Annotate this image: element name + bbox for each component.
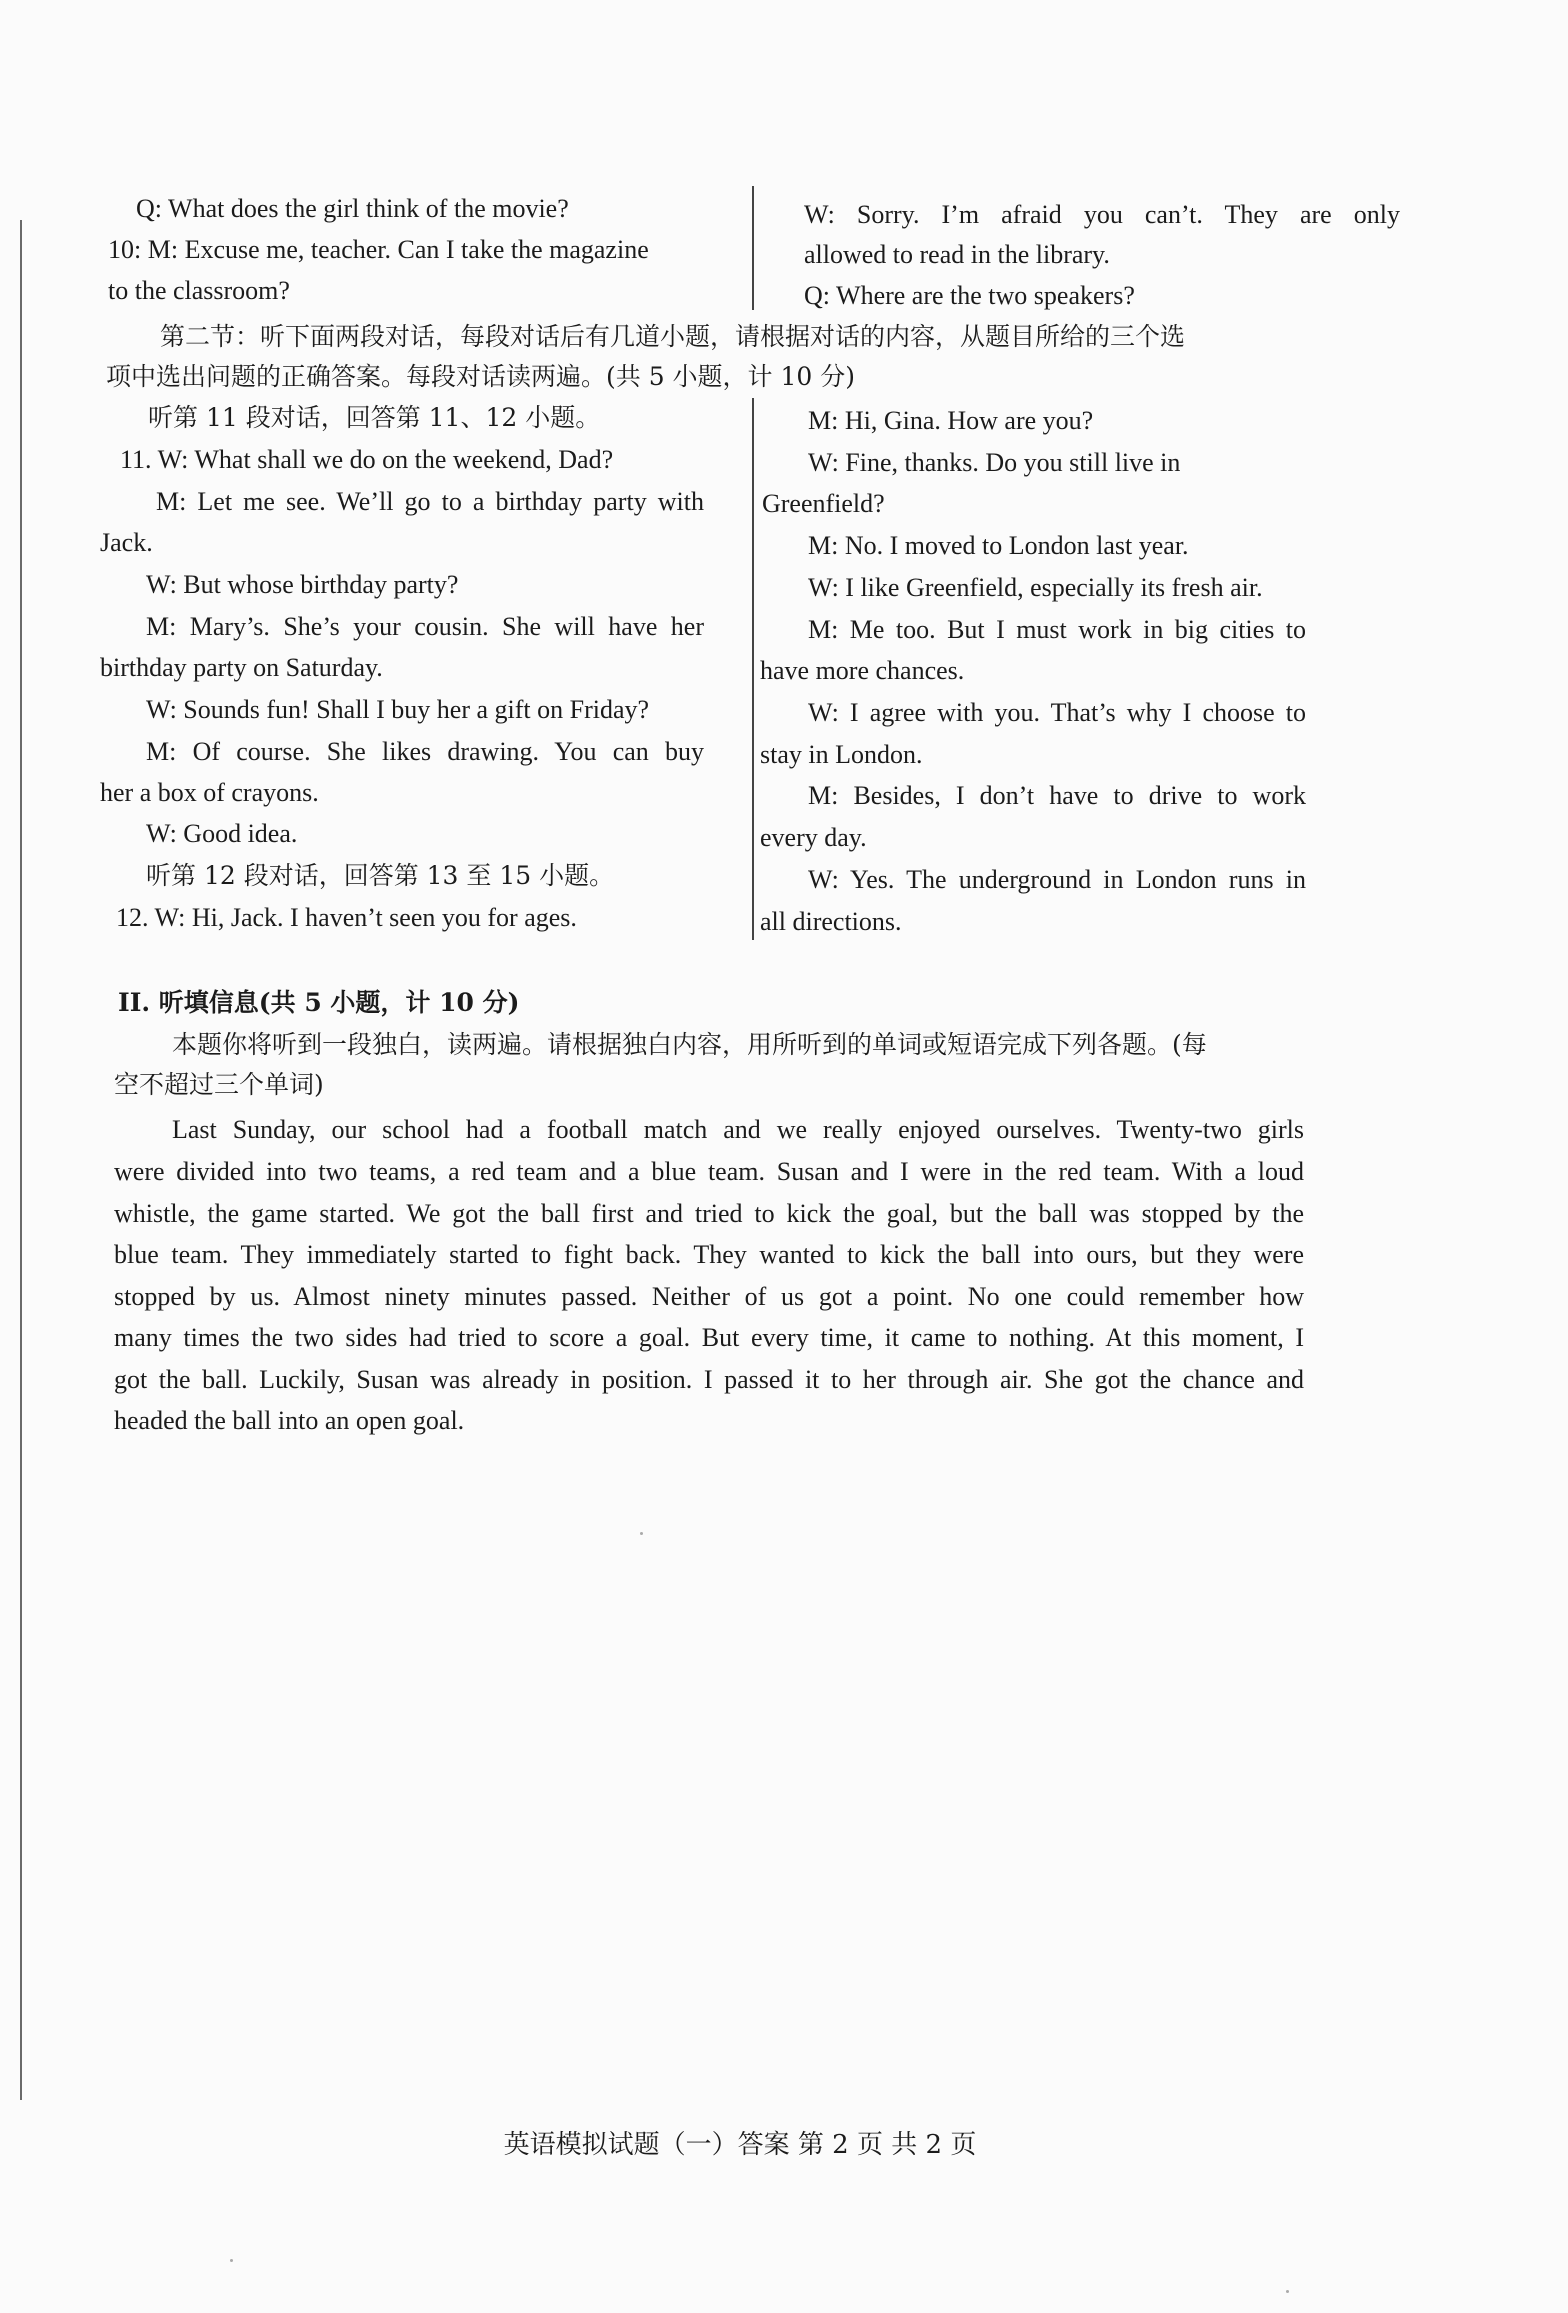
- dialogue-line: stay in London.: [760, 740, 923, 769]
- dialogue-line: W: But whose birthday party?: [146, 570, 459, 599]
- passage-line: headed the ball into an open goal.: [114, 1406, 465, 1435]
- dialogue-line: to the classroom?: [108, 276, 290, 305]
- dialogue-line: M: Besides, I don’t have to drive to work: [808, 781, 1306, 810]
- dialogue-line: W: I like Greenfield, especially its fresh air.: [808, 573, 1263, 602]
- passage-line: blue team. They immediately started to fight back. They wanted to kick the ball into ours, but they were: [114, 1240, 1304, 1269]
- passage-line: got the ball. Luckily, Susan was already in position. I passed it to her through air. She got the chance and: [114, 1365, 1304, 1394]
- column-divider-top: [752, 186, 754, 310]
- part-instruction: 空不超过三个单词): [114, 1070, 324, 1099]
- dialogue-line: Q: Where are the two speakers?: [804, 281, 1135, 310]
- dialogue-line: M: Of course. She likes drawing. You can buy: [146, 737, 704, 766]
- dialogue-line: have more chances.: [760, 656, 965, 685]
- scan-speck: [230, 2259, 233, 2262]
- dialogue-line: M: Mary’s. She’s your cousin. She will have her: [146, 612, 704, 641]
- dialogue-line: W: Sorry. I’m afraid you can’t. They are only: [804, 200, 1400, 229]
- passage-line: Last Sunday, our school had a football match and we really enjoyed ourselves. Twenty-two girls: [172, 1115, 1304, 1144]
- dialogue-line: W: Sounds fun! Shall I buy her a gift on Friday?: [146, 695, 650, 724]
- section-instruction: 第二节：听下面两段对话，每段对话后有几道小题，请根据对话的内容，从题目所给的三个选: [160, 322, 1186, 351]
- passage-line: were divided into two teams, a red team and a blue team. Susan and I were in the red team. With a loud: [114, 1157, 1304, 1186]
- dialogue-line: W: I agree with you. That’s why I choose to: [808, 698, 1306, 727]
- passage-line: whistle, the game started. We got the ball first and tried to kick the goal, but the ball was stopped by the: [114, 1199, 1304, 1228]
- dialogue-line: all directions.: [760, 907, 902, 936]
- dialogue-line: M: No. I moved to London last year.: [808, 531, 1189, 560]
- dialogue-line: M: Hi, Gina. How are you?: [808, 406, 1094, 435]
- dialogue-line: 10: M: Excuse me, teacher. Can I take the magazine: [108, 235, 649, 264]
- scan-speck: [640, 1532, 643, 1535]
- scan-speck: [1286, 2290, 1289, 2293]
- dialogue-line: M: Me too. But I must work in big cities to: [808, 615, 1306, 644]
- dialogue-heading: 听第 12 段对话，回答第 13 至 15 小题。: [146, 861, 615, 890]
- passage-line: many times the two sides had tried to score a goal. But every time, it came to nothing. At this moment, I: [114, 1323, 1304, 1352]
- dialogue-line: W: Fine, thanks. Do you still live in: [808, 448, 1181, 477]
- passage-line: stopped by us. Almost ninety minutes passed. Neither of us got a point. No one could remember how: [114, 1282, 1304, 1311]
- part-instruction: 本题你将听到一段独白，读两遍。请根据独白内容，用所听到的单词或短语完成下列各题。(每: [172, 1030, 1207, 1059]
- column-divider-bottom: [752, 398, 754, 940]
- dialogue-heading: 听第 11 段对话，回答第 11、12 小题。: [148, 403, 601, 432]
- dialogue-line: Jack.: [100, 528, 153, 557]
- margin-line: [20, 220, 22, 2100]
- dialogue-line: 11. W: What shall we do on the weekend, Dad?: [120, 445, 614, 474]
- section-instruction: 项中选出问题的正确答案。每段对话读两遍。(共 5 小题，计 10 分): [106, 362, 856, 391]
- dialogue-line: her a box of crayons.: [100, 778, 319, 807]
- dialogue-line: 12. W: Hi, Jack. I haven’t seen you for ages.: [116, 903, 577, 932]
- dialogue-line: W: Good idea.: [146, 819, 298, 848]
- page-footer: 英语模拟试题（一）答案 第 2 页 共 2 页: [503, 2130, 977, 2160]
- dialogue-line: Q: What does the girl think of the movie?: [136, 194, 569, 223]
- dialogue-line: Greenfield?: [762, 489, 885, 518]
- dialogue-line: M: Let me see. We’ll go to a birthday party with: [156, 487, 704, 516]
- dialogue-line: W: Yes. The underground in London runs in: [808, 865, 1306, 894]
- part-heading: II. 听填信息(共 5 小题，计 10 分): [118, 988, 520, 1017]
- dialogue-line: allowed to read in the library.: [804, 240, 1110, 269]
- dialogue-line: birthday party on Saturday.: [100, 653, 383, 682]
- dialogue-line: every day.: [760, 823, 867, 852]
